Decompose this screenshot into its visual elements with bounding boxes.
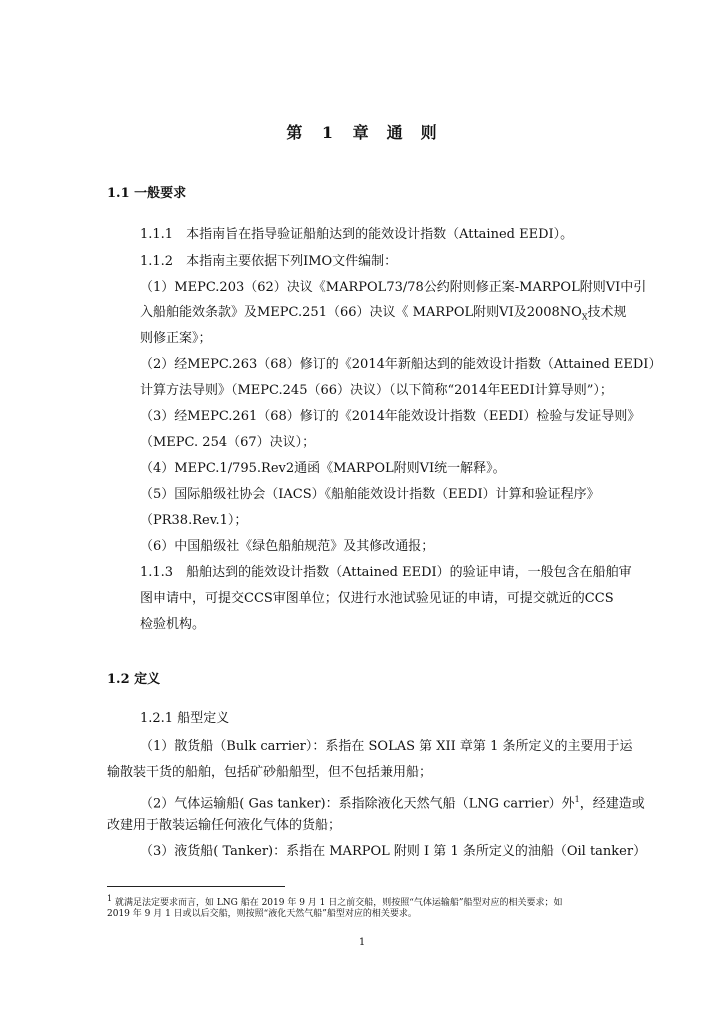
- list-item-1-line-3: 则修正案》；: [140, 331, 212, 346]
- section-heading-1-2: 1.2 定义: [107, 672, 161, 687]
- footnote-mark: 1: [107, 894, 113, 903]
- def-tanker-line-1: （3）液货船( Tanker)：系指在 MARPOL 附则 I 第 1 条所定义的油船（Oil tanker）: [140, 844, 647, 859]
- def-gas-tanker-line-2: 改建用于散装运输任何液化气体的货船；: [107, 818, 342, 833]
- list-item-3-line-2: （MEPC. 254（67）决议）；: [140, 435, 316, 450]
- para-1-1-1: 1.1.1 本指南旨在指导验证船舶达到的能效设计指数（Attained EEDI）。: [140, 227, 574, 242]
- text-segment: ，经建造或: [579, 796, 645, 812]
- footnote-line-2: 2019 年 9 月 1 日或以后交船，则按照“液化天然气船”船型对应的相关要求。: [107, 909, 417, 919]
- page-number: 1: [358, 937, 366, 948]
- list-item-6: （6）中国船级社《绿色船舶规范》及其修改通报；: [140, 539, 435, 554]
- list-item-2-line-1: （2）经MEPC.263（68）修订的《2014年新船达到的能效设计指数（Attained EEDI）: [140, 357, 662, 372]
- text-segment: 入船舶能效条款》及MEPC.251（66）决议《 MARPOL附则VI及2008NO: [140, 305, 582, 320]
- para-1-1-3-line-3: 检验机构。: [140, 617, 206, 632]
- text-segment: 就满足法定要求而言，如 LNG 船在 2019 年 9 月 1 日之前交船，则按照“气体运输船”船型对应的相关要求；如: [112, 898, 563, 908]
- para-1-2-1: 1.2.1 船型定义: [140, 711, 230, 726]
- list-item-5-line-2: （PR38.Rev.1）；: [140, 513, 248, 528]
- para-1-1-2: 1.1.2 本指南主要依据下列IMO文件编制：: [140, 254, 398, 269]
- list-item-3-line-1: （3）经MEPC.261（68）修订的《2014年能效设计指数（EEDI）检验与发证导则》: [140, 409, 641, 424]
- def-bulk-carrier-line-1: （1）散货船（Bulk carrier）：系指在 SOLAS 第 XII 章第 1 条所定义的主要用于运: [140, 739, 633, 754]
- footnote-line-1: [107, 893, 562, 909]
- section-heading-1-1: 1.1 一般要求: [107, 186, 187, 201]
- para-1-1-3-line-1: 1.1.3 船舶达到的能效设计指数（Attained EEDI）的验证申请，一般包含在船舶审: [140, 565, 632, 580]
- def-bulk-carrier-line-2: 输散装干货的船舶，包括矿砂船船型，但不包括兼用船；: [107, 765, 433, 780]
- text-segment: （2）气体运输船( Gas tanker)：系指除液化天然气船（LNG carrier）外: [140, 796, 575, 812]
- para-1-1-3-line-2: 图申请中，可提交CCS审图单位；仅进行水池试验见证的申请，可提交就近的CCS: [140, 591, 614, 606]
- list-item-5-line-1: （5）国际船级社协会（IACS）《船舶能效设计指数（EEDI）计算和验证程序》: [140, 487, 600, 502]
- list-item-2-line-2: 计算方法导则》（MEPC.245（66）决议）（以下简称“2014年EEDI计算导则”）；: [140, 383, 613, 398]
- list-item-1-line-2: [140, 304, 627, 327]
- footnote-ref: 1: [574, 795, 580, 804]
- chapter-title: 第 1 章 通 则: [286, 123, 438, 142]
- text-segment: 技术规: [587, 305, 627, 320]
- def-gas-tanker-line-1: [140, 791, 645, 813]
- footnote-divider: [107, 886, 285, 887]
- list-item-1-line-1: （1）MEPC.203（62）决议《MARPOL73/78公约附则修正案-MARPOL附则VI中引: [140, 280, 647, 295]
- subscript: X: [581, 312, 588, 322]
- list-item-4: （4）MEPC.1/795.Rev2通函《MARPOL附则VI统一解释》。: [140, 461, 506, 476]
